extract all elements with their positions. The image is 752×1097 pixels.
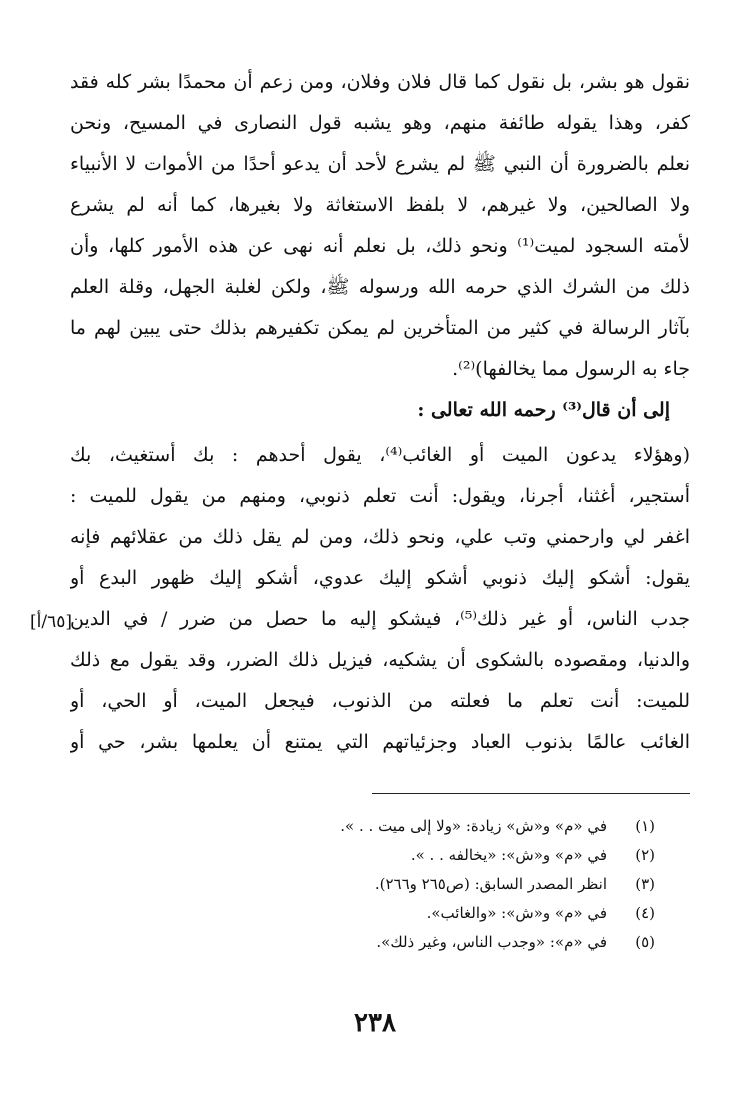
footnote-number: (٤) (635, 904, 655, 922)
body-line: الغائب عالمًا بذنوب العباد وجزئياتهم التي يمتنع أن يعلمها بشر، حي أو (70, 731, 690, 753)
footnote (300, 870, 655, 899)
body-line: للميت: أنت تعلم ما فعلته من الذنوب، فيجعل الميت، أو الحي، أو (70, 690, 690, 712)
footnote-text: في «م» و«ش»: «والغائب». (426, 904, 607, 922)
body-line: ذلك من الشرك الذي حرمه الله ورسوله ﷺ، ولكن لغلبة الجهل، وقلة العلم (70, 276, 690, 298)
body-paragraph-1 (70, 62, 690, 431)
footnote (300, 899, 655, 928)
footnote (300, 841, 655, 870)
footnote-number: (٥) (635, 933, 655, 951)
body-line: يقول: أشكو إليك ذنوبي أشكو إليك عدوي، أشكو إليك ظهور البدع أو (70, 567, 690, 589)
manuscript-folio-marker: [٦٥/أ] (30, 612, 72, 632)
body-line: جاء به الرسول مما يخالفها)⁽²⁾. (452, 358, 690, 380)
body-line: نقول هو بشر، بل نقول كما قال فلان وفلان، ومن زعم أن محمدًا بشر كله فقد (70, 71, 690, 93)
body-line: كفر، وهذا يقوله طائفة منهم، وهو يشبه قول النصارى في المسيح، ونحن (70, 112, 690, 134)
footnote (300, 812, 655, 841)
footnote-text: في «م»: «وجدب الناس، وغير ذلك». (376, 933, 607, 951)
footnote-text: في «م» و«ش» زيادة: «ولا إلى ميت . . ». (340, 817, 607, 835)
body-line: أستجير، أغثنا، أجرنا، ويقول: أنت تعلم ذنوبي، ومنهم من يقول للميت : (70, 485, 690, 507)
footnote (300, 928, 655, 957)
page-number: ٢٣٨ (354, 1008, 396, 1038)
footnote-text: انظر المصدر السابق: (ص٢٦٥ و٢٦٦). (374, 875, 607, 893)
body-line: جدب الناس، أو غير ذلك⁽⁵⁾، فيشكو إليه ما حصل من ضرر / في الدين (70, 608, 690, 630)
footnotes (300, 812, 655, 957)
body-line: ولا الصالحين، ولا غيرهم، لا بلفظ الاستغاثة ولا بغيرها، كما أنه لم يشرع (70, 194, 690, 216)
body-line: لأمته السجود لميت⁽¹⁾ ونحو ذلك، بل نعلم أنه نهى عن هذه الأمور كلها، وأن (70, 235, 690, 257)
footnote-separator (372, 793, 690, 794)
body-line: بآثار الرسالة في كثير من المتأخرين لم يمكن تكفيرهم بذلك حتى يبين لهم ما (70, 317, 690, 339)
body-line: (وهؤلاء يدعون الميت أو الغائب⁽⁴⁾، يقول أحدهم : بك أستغيث، بك (70, 444, 690, 466)
section-heading: إلى أن قال⁽³⁾ رحمه الله تعالى : (417, 399, 670, 421)
footnote-text: في «م» و«ش»: «يخالفه . . ». (410, 846, 607, 864)
body-line: اغفر لي وارحمني وتب علي، ونحو ذلك، ومن لم يقل ذلك من عقلائهم فإنه (70, 526, 690, 548)
body-line: والدنيا، ومقصوده بالشكوى أن يشكيه، فيزيل ذلك الضرر، وقد يقول مع ذلك (70, 649, 690, 671)
footnote-number: (١) (635, 817, 655, 835)
body-line: نعلم بالضرورة أن النبي ﷺ لم يشرع لأحد أن يدعو أحدًا من الأموات لا الأنبياء (70, 153, 690, 175)
body-paragraph-2 (70, 435, 690, 763)
footnote-number: (٣) (635, 875, 655, 893)
footnote-number: (٢) (635, 846, 655, 864)
